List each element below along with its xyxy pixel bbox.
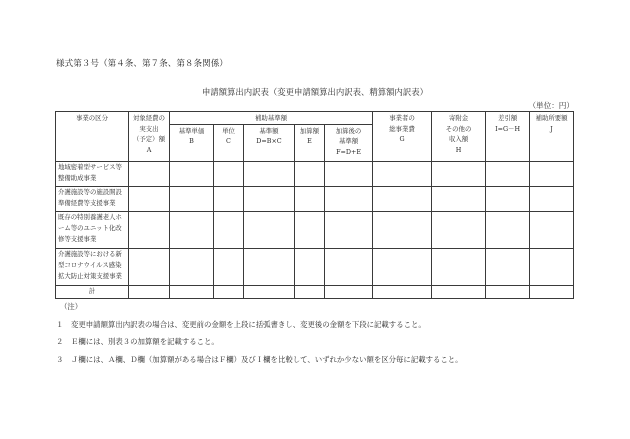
table-cell bbox=[432, 248, 486, 285]
header-base-unit-price: 基準単価 B bbox=[170, 124, 214, 161]
table-cell bbox=[244, 211, 295, 248]
document-title: 申請額算出内訳表（変更申請額算出内訳表、精算額内訳表） bbox=[201, 87, 429, 97]
table-cell bbox=[244, 186, 295, 211]
table-cell bbox=[373, 186, 432, 211]
table-cell bbox=[530, 211, 574, 248]
table-row bbox=[56, 248, 574, 285]
table-cell bbox=[486, 186, 530, 211]
table-cell bbox=[129, 186, 170, 211]
table-cell bbox=[486, 211, 530, 248]
table-cell bbox=[530, 161, 574, 186]
table-cell bbox=[325, 186, 373, 211]
header-total-project-cost: 事業者の 総事業費 G bbox=[373, 112, 432, 162]
table-cell bbox=[325, 161, 373, 186]
header-unit-count: 単位 C bbox=[214, 124, 244, 161]
table-cell bbox=[486, 161, 530, 186]
table-cell bbox=[295, 248, 325, 285]
header-base-amount: 基準額 D=B×C bbox=[244, 124, 295, 161]
header-base-after-addition: 加算後の 基準額 F=D+E bbox=[325, 124, 373, 161]
table-row bbox=[56, 211, 574, 248]
table-row bbox=[56, 161, 574, 186]
table-cell bbox=[295, 186, 325, 211]
table-cell bbox=[530, 248, 574, 285]
table-cell bbox=[373, 161, 432, 186]
note-item bbox=[56, 333, 463, 351]
table-cell bbox=[295, 211, 325, 248]
table-cell bbox=[486, 285, 530, 298]
header-donations: 寄附金 その他の 収入額 H bbox=[432, 112, 486, 162]
header-category: 事業の区分 bbox=[56, 112, 129, 162]
table-cell bbox=[373, 211, 432, 248]
total-row bbox=[56, 285, 574, 298]
table-cell bbox=[214, 285, 244, 298]
unit-label: （単位：円） bbox=[528, 101, 574, 110]
note-number: ３ bbox=[56, 354, 64, 364]
table-cell bbox=[129, 248, 170, 285]
total-label: 計 bbox=[56, 285, 129, 298]
table-cell bbox=[214, 161, 244, 186]
table-cell bbox=[373, 285, 432, 298]
table-cell bbox=[325, 248, 373, 285]
note-number: ２ bbox=[56, 337, 64, 346]
form-number: 様式第３号（第４条、第７条、第８条関係） bbox=[56, 59, 228, 69]
calculation-table bbox=[55, 111, 574, 299]
table-cell bbox=[432, 211, 486, 248]
row-category-label: 既存の特別養護老人ホ ーム等のユニット化改 修等支援事業 bbox=[56, 211, 129, 248]
table-cell bbox=[432, 186, 486, 211]
header-addition: 加算額 E bbox=[295, 124, 325, 161]
table-cell bbox=[486, 248, 530, 285]
table-cell bbox=[129, 161, 170, 186]
table-cell bbox=[373, 248, 432, 285]
table-cell bbox=[170, 186, 214, 211]
note-text: Ｊ欄には、Ａ欄、Ｄ欄（加算額がある場合はＦ欄）及びＩ欄を比較して、いずれか少ない額を区分毎に記載すること。 bbox=[71, 354, 463, 364]
table-cell bbox=[295, 161, 325, 186]
table-cell bbox=[170, 285, 214, 298]
table-cell bbox=[129, 211, 170, 248]
notes-heading: （注） bbox=[60, 302, 83, 311]
table-cell bbox=[530, 186, 574, 211]
table-cell bbox=[432, 285, 486, 298]
table-cell bbox=[244, 248, 295, 285]
header-difference: 差引額 I=G－H bbox=[486, 112, 530, 162]
table-cell bbox=[170, 161, 214, 186]
note-text: 変更申請額算出内訳表の場合は、変更前の金額を上段に括弧書きし、変更後の金額を下段に記載すること。 bbox=[71, 319, 426, 329]
table-cell bbox=[214, 248, 244, 285]
table-cell bbox=[530, 285, 574, 298]
header-subsidy-base-group: 補助基準額 bbox=[170, 112, 373, 125]
table-cell bbox=[214, 186, 244, 211]
table-cell bbox=[170, 248, 214, 285]
table-cell bbox=[129, 285, 170, 298]
note-text: Ｅ欄には、別表３の加算額を記載すること。 bbox=[71, 337, 219, 346]
table-cell bbox=[244, 285, 295, 298]
note-item bbox=[56, 316, 463, 334]
row-category-label: 地域密着型サービス等 整備助成事業 bbox=[56, 161, 129, 186]
table-cell bbox=[295, 285, 325, 298]
table-cell bbox=[325, 285, 373, 298]
table-cell bbox=[244, 161, 295, 186]
row-category-label: 介護施設等の施設開設 準備経費等支援事業 bbox=[56, 186, 129, 211]
row-category-label: 介護施設等における新 型コロナウイルス感染 拡大防止対策支援事業 bbox=[56, 248, 129, 285]
table-cell bbox=[325, 211, 373, 248]
table-cell bbox=[432, 161, 486, 186]
note-item bbox=[56, 351, 463, 369]
notes-section bbox=[56, 298, 463, 368]
header-required-subsidy: 補助所要額 J bbox=[530, 112, 574, 162]
note-number: １ bbox=[56, 319, 64, 329]
table-cell bbox=[170, 211, 214, 248]
header-eligible-cost: 対象経費の 実支出 （予定）額 A bbox=[129, 112, 170, 162]
table-row bbox=[56, 186, 574, 211]
table-cell bbox=[214, 211, 244, 248]
